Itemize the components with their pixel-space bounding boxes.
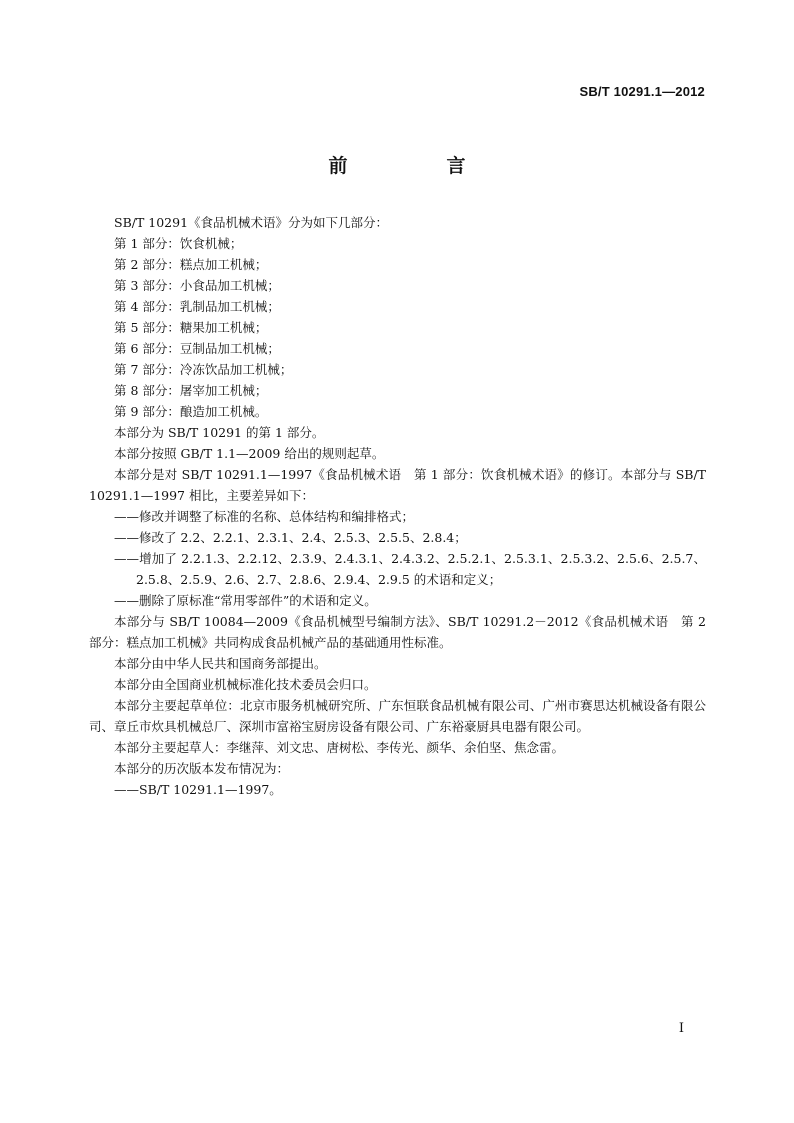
dash-item-added-clauses: ——增加了 2.2.1.3、2.2.12、2.3.9、2.4.3.1、2.4.3.2、2.5.2.1、2.5.3.1、2.5.3.2、2.5.6、2.5.7、2.5.8、2.5.9、2.6、2.7、2.8.6、2.9.4、2.9.5 的术语和定义； xyxy=(114,551,706,587)
list-item-part-3: 第 3 部分：小食品加工机械； xyxy=(114,278,280,293)
paragraph-proposer: 本部分由中华人民共和国商务部提出。 xyxy=(114,656,327,671)
paragraph-related-standards: 本部分与 SB/T 10084—2009《食品机械型号编制方法》、SB/T 10291.2－2012《食品机械术语 第 2 部分：糕点加工机械》共同构成食品机械产品的基础通用性标准。 xyxy=(89,614,706,650)
list-item-part-5: 第 5 部分：糖果加工机械； xyxy=(114,320,268,335)
paragraph-revision: 本部分是对 SB/T 10291.1—1997《食品机械术语 第 1 部分：饮食机械术语》的修订。本部分与 SB/T 10291.1—1997 相比，主要差异如下： xyxy=(89,467,706,503)
foreword-body xyxy=(89,212,706,800)
list-item-part-9: 第 9 部分：酿造加工机械。 xyxy=(114,404,268,419)
dash-item-history-version: ——SB/T 10291.1—1997。 xyxy=(114,782,282,797)
paragraph-history: 本部分的历次版本发布情况为： xyxy=(114,761,290,776)
dash-item-modified-clauses: ——修改了 2.2、2.2.1、2.3.1、2.4、2.5.3、2.5.5、2.8.4； xyxy=(114,530,467,545)
page-title: 前 言 xyxy=(328,155,506,177)
paragraph-committee: 本部分由全国商业机械标准化技术委员会归口。 xyxy=(114,677,377,692)
paragraph-drafting-rules: 本部分按照 GB/T 1.1—2009 给出的规则起草。 xyxy=(114,446,385,461)
list-item-part-6: 第 6 部分：豆制品加工机械； xyxy=(114,341,280,356)
paragraph-drafting-units: 本部分主要起草单位：北京市服务机械研究所、广东恒联食品机械有限公司、广州市赛思达机械设备有限公司、章丘市炊具机械总厂、深圳市富裕宝厨房设备有限公司、广东裕豪厨具电器有限公司。 xyxy=(89,698,706,734)
list-item-part-1: 第 1 部分：饮食机械； xyxy=(114,236,243,251)
list-item-part-8: 第 8 部分：屠宰加工机械； xyxy=(114,383,268,398)
list-item-part-7: 第 7 部分：冷冻饮品加工机械； xyxy=(114,362,293,377)
list-item-part-4: 第 4 部分：乳制品加工机械； xyxy=(114,299,280,314)
dash-item-modify-structure: ——修改并调整了标准的名称、总体结构和编排格式； xyxy=(114,509,415,524)
dash-item-deleted-clauses: ——删除了原标准“常用零部件”的术语和定义。 xyxy=(114,593,377,608)
paragraph-intro: SB/T 10291《食品机械术语》分为如下几部分： xyxy=(114,215,389,230)
page-number: I xyxy=(678,1021,684,1036)
paragraph-scope: 本部分为 SB/T 10291 的第 1 部分。 xyxy=(114,425,325,440)
list-item-part-2: 第 2 部分：糕点加工机械； xyxy=(114,257,268,272)
standard-code: SB/T 10291.1—2012 xyxy=(579,84,705,99)
paragraph-drafters: 本部分主要起草人：李继萍、刘文忠、唐树松、李传光、颜华、余伯坚、焦念雷。 xyxy=(114,740,565,755)
